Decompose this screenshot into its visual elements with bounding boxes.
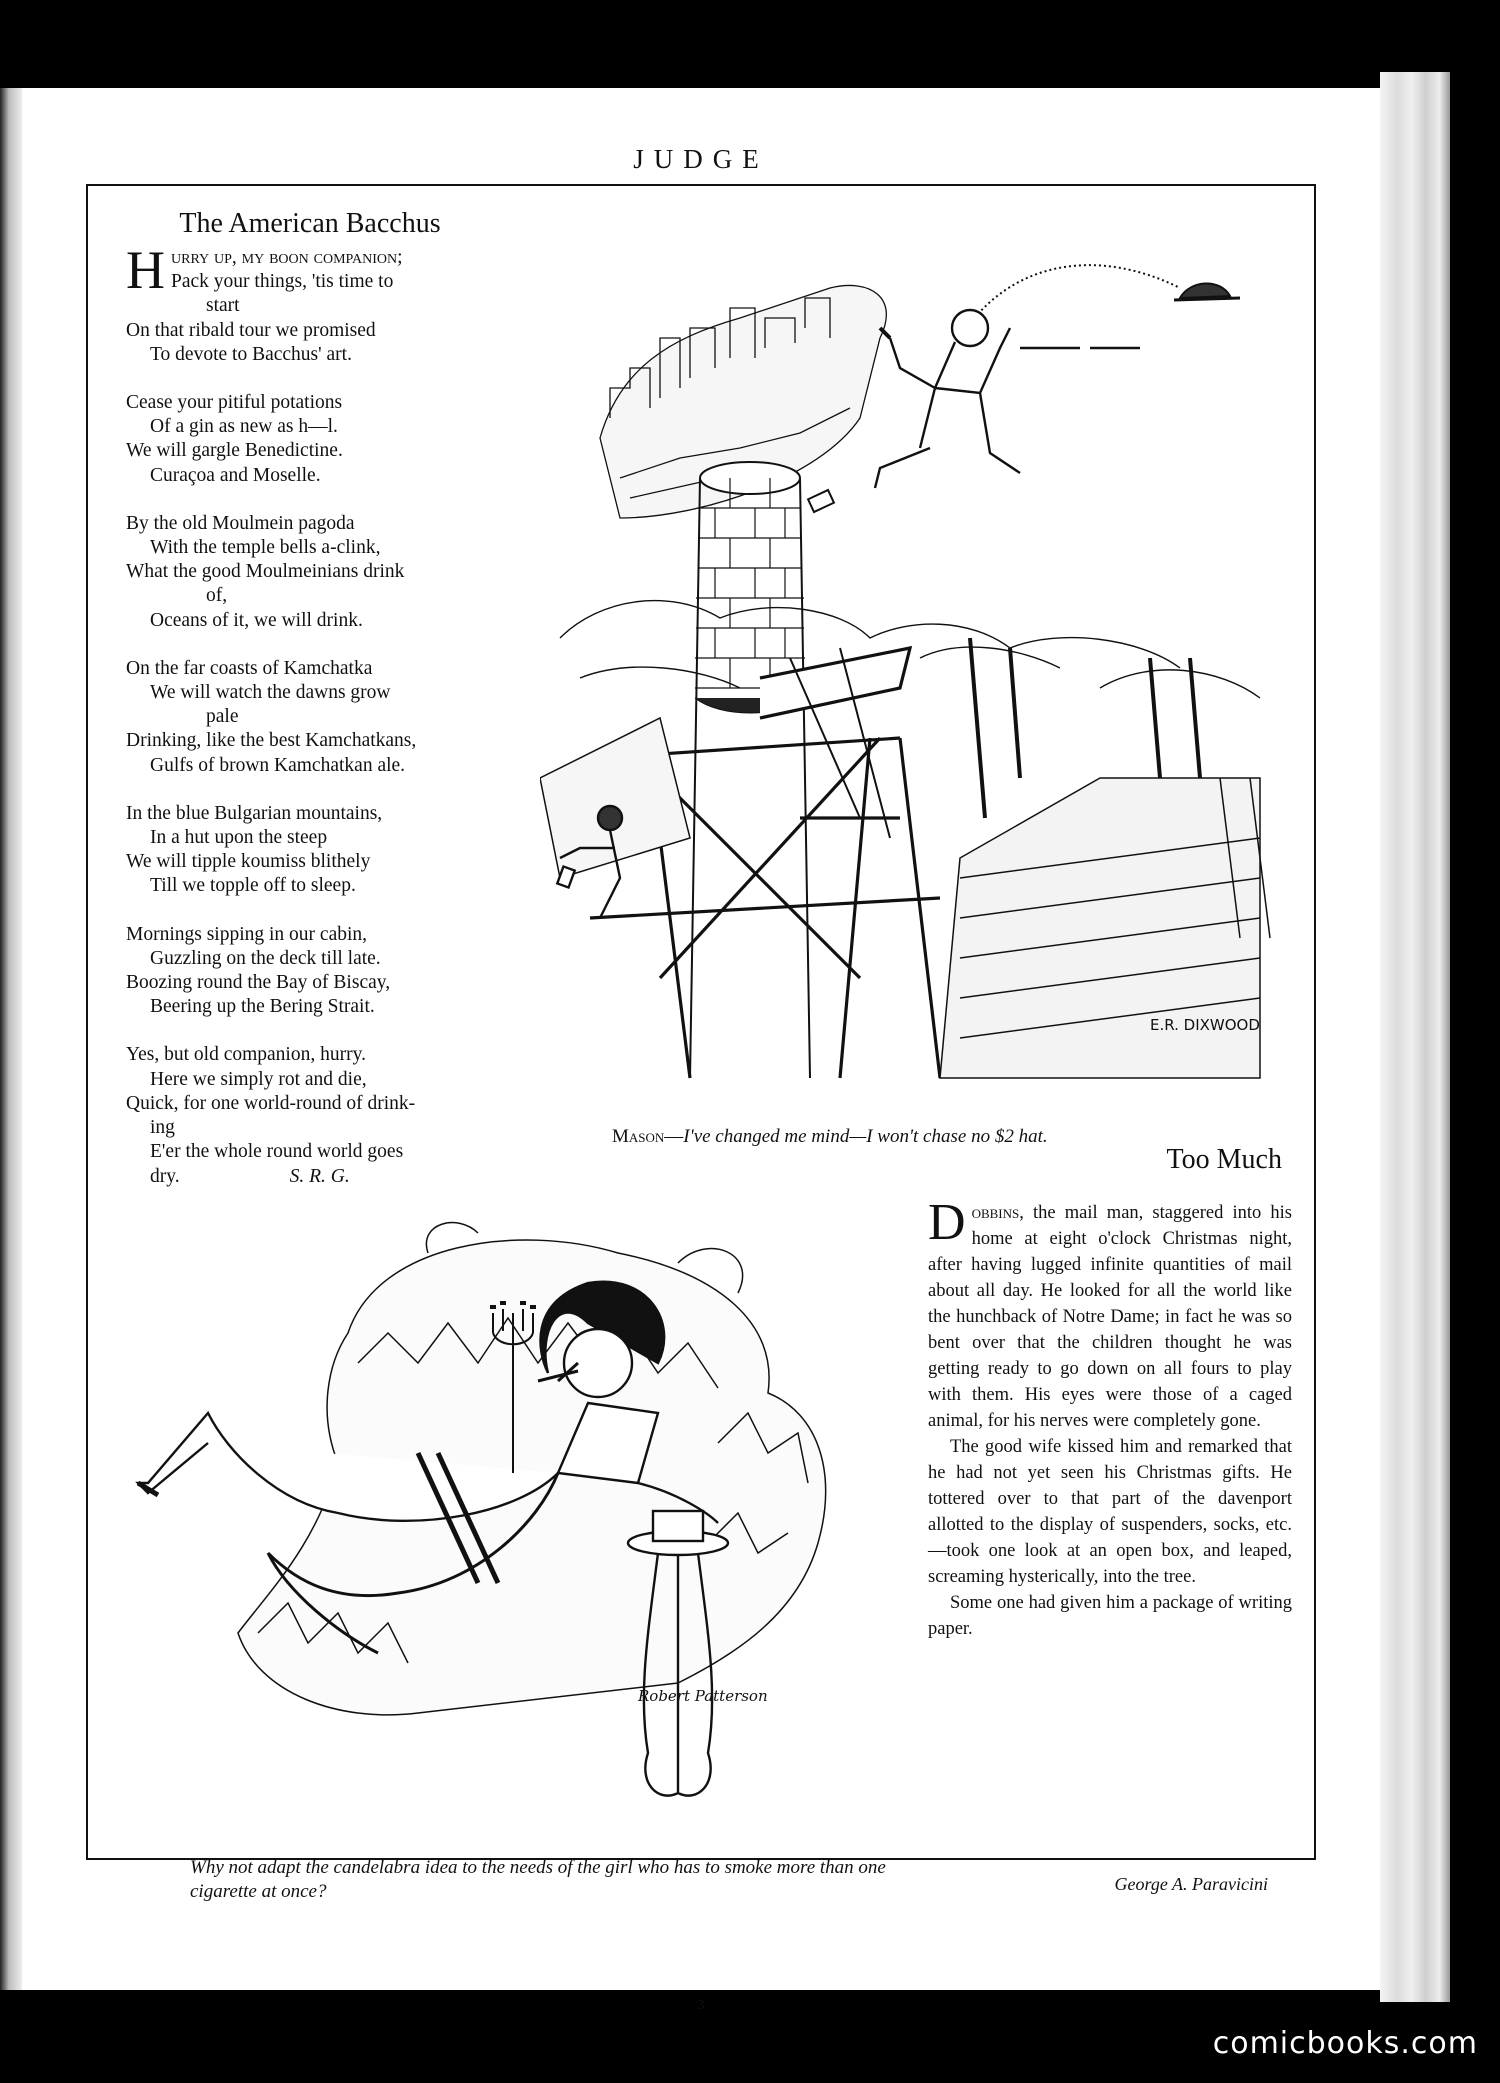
poem-line: To devote to Bacchus' art. xyxy=(150,343,352,365)
factory-roofs xyxy=(540,638,1270,1078)
story-first-word: obbins xyxy=(971,1203,1020,1223)
poem-line: Here we simply rot and die, xyxy=(150,1068,367,1090)
poem-line: In a hut upon the steep xyxy=(150,827,328,849)
poem-line: Yes, but old companion, hurry. xyxy=(126,1044,366,1066)
poem-line: By the old Moulmein pagoda xyxy=(126,512,355,534)
poem-line: Curaçoa and Moselle. xyxy=(150,464,321,486)
poem-line: ing xyxy=(150,1117,175,1139)
story-paragraph xyxy=(928,1194,1292,1434)
story-text: , the mail man, staggered into his home at eight o'clock Christmas night, after having lugged infinite quantities of mail about all day. He looked for all the world like the hunchback of Notre Dame; in fact he was so bent over that the children thought he was getting ready to go down on all fours to play with them. His eyes were those of a caged animal, for his nerves were completely gone. xyxy=(928,1203,1292,1431)
mason-figure xyxy=(875,310,1140,488)
poem-line: of, xyxy=(206,585,228,607)
caption-speaker: Mason xyxy=(612,1126,665,1147)
poem-line: Till we topple off to sleep. xyxy=(150,875,356,897)
poem-body xyxy=(126,240,506,1213)
poem-line: Drinking, like the best Kamchatkans, xyxy=(126,730,417,752)
poem-stanza xyxy=(126,657,506,778)
story-body xyxy=(928,1194,1292,1642)
poem-stanza xyxy=(126,391,506,488)
poem-line: Boozing round the Bay of Biscay, xyxy=(126,972,391,994)
poem-dropcap: H xyxy=(126,240,165,300)
poem-stanza xyxy=(126,802,506,899)
poem-stanza xyxy=(126,1043,506,1188)
poem-line: urry up, my boon companion; xyxy=(171,247,403,268)
poem-stanza xyxy=(126,923,506,1020)
page-edges xyxy=(1380,72,1450,2002)
scaffolding xyxy=(590,648,940,1078)
magazine-page xyxy=(22,88,1380,2013)
poem-stanza xyxy=(126,512,506,633)
poem-line: In the blue Bulgarian mountains, xyxy=(126,802,383,824)
poem-line: We will tipple koumiss blithely xyxy=(126,851,371,873)
thrown-hat xyxy=(960,265,1240,338)
caption-dash: — xyxy=(664,1126,684,1147)
poem-line: Of a gin as new as h—l. xyxy=(150,416,338,438)
watermark: comicbooks.com xyxy=(1212,2026,1478,2061)
poem-line: Cease your pitiful potations xyxy=(126,392,343,414)
story-paragraph: The good wife kissed him and remarked that he had not yet seen his Christmas gifts. He tottered over to that part of the davenport allotted to the display of suspenders, socks, etc.—took one look at an open box, and leaped, screaming hysterically, into the tree. xyxy=(928,1437,1292,1587)
poem-line: Beering up the Bering Strait. xyxy=(150,996,375,1018)
story-paragraph: Some one had given him a package of writing paper. xyxy=(928,1593,1292,1639)
poem-title: The American Bacchus xyxy=(179,208,441,239)
poem-last-line xyxy=(126,1165,506,1189)
poem-line: Oceans of it, we will drink. xyxy=(150,609,363,631)
mason-chimney-cartoon xyxy=(540,218,1300,1108)
poem-line: E'er the whole round world goes xyxy=(150,1141,404,1163)
page-number: 3 xyxy=(697,1998,705,2013)
poem-line: Quick, for one world-round of drink- xyxy=(126,1092,416,1114)
poem-line: dry. xyxy=(150,1165,180,1187)
poem-line: Pack your things, 'tis time to xyxy=(171,271,394,293)
candelabra-girl-cartoon xyxy=(118,1213,908,1913)
poem-line: Guzzling on the deck till late. xyxy=(150,947,381,969)
poem-line: We will watch the dawns grow xyxy=(150,682,391,704)
poem-line: On that ribald tour we promised xyxy=(126,319,376,341)
brick-chimney xyxy=(690,462,834,1078)
masthead: JUDGE xyxy=(633,144,769,174)
poem-signature: S. R. G. xyxy=(289,1165,350,1187)
poem-line: Gulfs of brown Kamchatkan ale. xyxy=(150,754,406,776)
poem-stanza xyxy=(126,240,506,367)
story-title: Too Much xyxy=(1166,1144,1282,1175)
poem-line: pale xyxy=(206,706,239,728)
poem-line: We will gargle Benedictine. xyxy=(126,440,343,462)
poem-line: With the temple bells a-clink, xyxy=(150,537,381,559)
poem-line: start xyxy=(206,295,240,317)
cartoon2-caption: Why not adapt the candelabra idea to the needs of the girl who has to smoke more than one cigarette at once? xyxy=(190,1857,886,1902)
poem-line: Mornings sipping in our cabin, xyxy=(126,923,368,945)
artist-signature: E.R. DIXWOOD xyxy=(1150,1016,1260,1034)
artist-signature: Robert Patterson xyxy=(638,1687,768,1705)
binding-shadow xyxy=(0,88,22,1990)
story-signature: George A. Paravicini xyxy=(1114,1874,1268,1894)
poem-line: On the far coasts of Kamchatka xyxy=(126,657,373,679)
poem-line: What the good Moulmeinians drink xyxy=(126,561,405,583)
story-dropcap: D xyxy=(928,1194,966,1251)
caption-text: I've changed me mind—I won't chase no $2 hat. xyxy=(683,1126,1048,1147)
